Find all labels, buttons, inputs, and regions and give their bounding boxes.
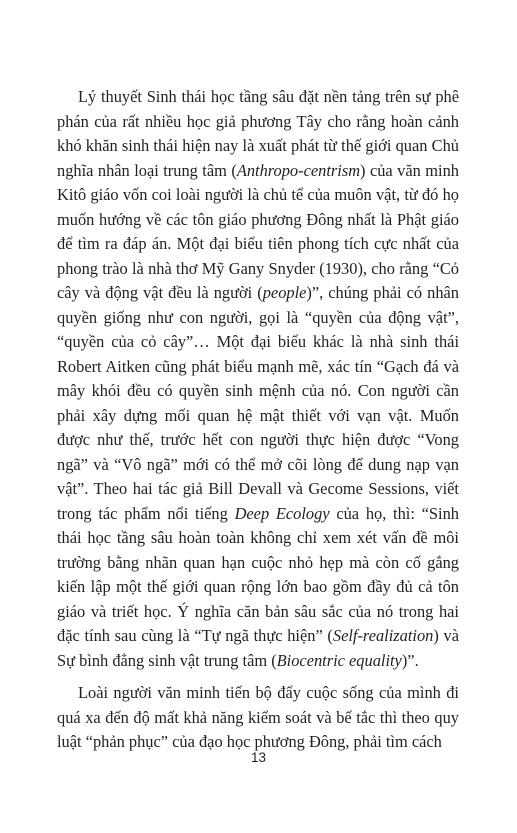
text-run: Lý thuyết Sinh thái học tầng sâu đặt nền tảng trên sự phê phán của rất nhiều học giả phương Tây cho rằng hoàn cảnh khó khăn sinh thái hiện nay là xuất phát từ thế giới quan Chủ nghĩa nhân loại trung tâm (: [57, 87, 459, 180]
text-run: )”, chúng phải có nhân quyền giống như con người, gọi là “quyền của động vật”, “quyền của cỏ cây”… Một đại biểu khác là nhà sinh thái Robert Aitken cũng phát biểu mạnh mẽ, xác tín “Gạch đá và mây khói đều có quyền sinh mệnh của nó. Con người cần phải xây dựng mối quan hệ mật thiết với vạn vật. Muốn được như thế, trước hết con người thực hiện được “Vong ngã” và “Vô ngã” mới có thể mở cõi lòng để dung nạp vạn vật”. Theo hai tác giả Bill Devall và Gecome Sessions, viết trong tác phẩm nổi tiếng: [57, 283, 459, 523]
text-run: của họ, thì: “Sinh thái học tầng sâu hoàn toàn không chỉ xem xét vấn đề môi trường bằng nhãn quan hạn cuộc nhỏ hẹp mà còn cố gắng kiến lập một thế giới quan rộng lớn bao gồm đầy đủ cả tôn giáo và triết học. Ý nghĩa căn bản sâu sắc của nó trong hai đặc tính sau cùng là “Tự ngã thực hiện” (: [57, 503, 459, 645]
paragraph: [57, 85, 459, 673]
italic-term: people: [262, 283, 307, 302]
book-title: Deep Ecology: [234, 503, 330, 523]
italic-term: Biocentric equality: [276, 650, 402, 670]
text-run: Loài người văn minh tiến bộ đẩy cuộc sống của mình đi quá xa đến độ mất khả năng kiểm soát và bế tắc thì theo quy luật “phản phục” của đạo học phương Đông, phải tìm cách: [57, 683, 459, 751]
text-run: )”.: [401, 650, 419, 670]
italic-term: Self-realization: [332, 626, 434, 645]
page-number: 13: [250, 750, 267, 765]
text-run: ) của văn minh Kitô giáo vốn coi loài người là chủ tể của muôn vật, từ đó họ muốn hướng về các tôn giáo phương Đông nhất là Phật giáo để tìm ra đáp án. Một đại biểu tiên phong tích cực nhất của phong trào là nhà thơ Mỹ Gany Snyder (1930), cho rằng “Cỏ cây và động vật đều là người (: [57, 160, 459, 302]
body-text: [57, 85, 459, 755]
text-run: ) và Sự bình đẳng sinh vật trung tâm (: [57, 626, 459, 670]
italic-term: Anthropo-centrism: [236, 160, 361, 180]
paragraph: [57, 681, 459, 755]
